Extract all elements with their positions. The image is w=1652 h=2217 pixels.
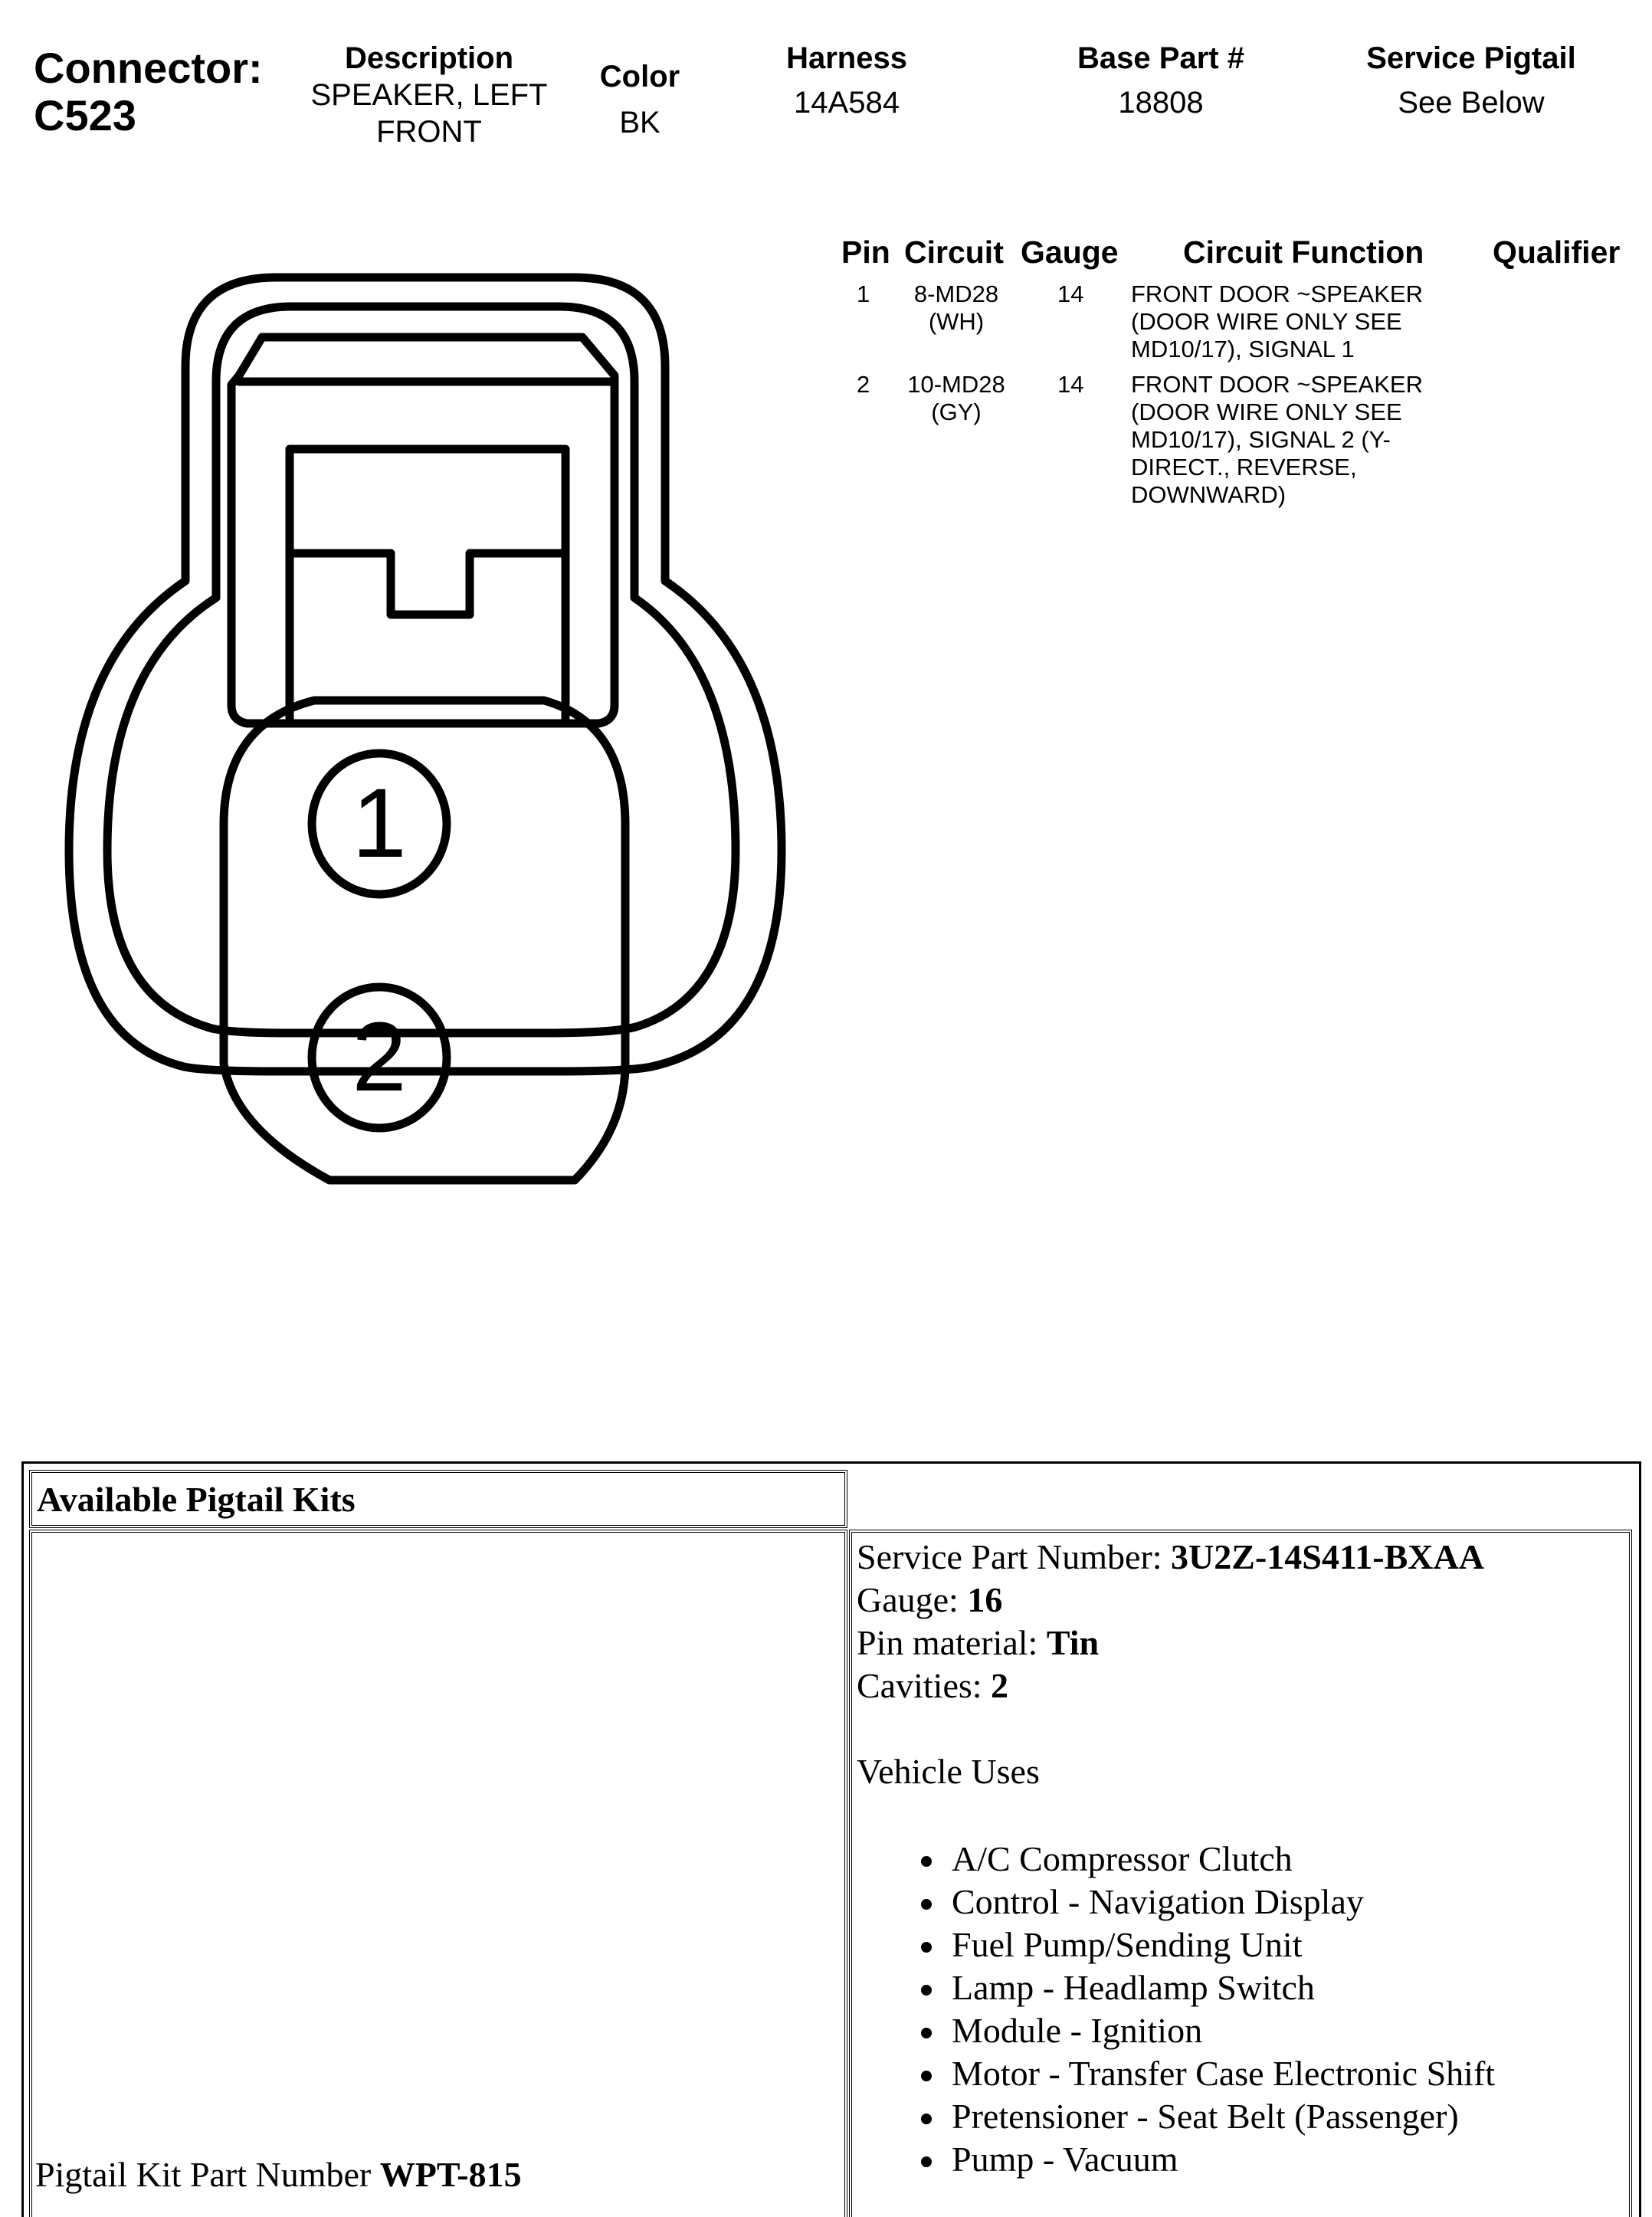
kit-part-value: WPT-815 [379, 2155, 522, 2194]
list-item: Lamp - Headlamp Switch [910, 1966, 1624, 2009]
color-value: BK [619, 106, 660, 139]
pin-1-label: 1 [352, 769, 407, 878]
pigtail-heading: Available Pigtail Kits [37, 1480, 356, 1519]
list-item: Module - Ignition [910, 2009, 1624, 2052]
vehicle-uses-list [910, 1838, 1624, 2181]
pin-material-value: Tin [1046, 1623, 1100, 1662]
list-item: Fuel Pump/Sending Unit [910, 1923, 1624, 1966]
circuit-id: 10-MD28 [907, 371, 1005, 398]
qualifier-header: Qualifier [1493, 234, 1621, 270]
function-line: MD10/17), SIGNAL 1 [1131, 336, 1355, 362]
circuit-cell [896, 280, 1016, 336]
list-item: Pump - Vacuum [910, 2138, 1624, 2181]
service-pigtail-label: Service Pigtail [1366, 41, 1576, 75]
color-label: Color [599, 60, 680, 93]
connector-face-drawing [46, 261, 797, 1333]
function-line: DOWNWARD) [1131, 481, 1287, 508]
service-pigtail-value: See Below [1398, 86, 1545, 120]
housing-inner-outline [107, 307, 736, 1033]
function-line: MD10/17), SIGNAL 2 (Y- [1131, 426, 1391, 453]
pin-number: 2 [857, 371, 870, 398]
function-line: DIRECT., REVERSE, [1131, 454, 1357, 480]
vehicle-uses-label: Vehicle Uses [857, 1752, 1040, 1791]
gauge-value: 14 [1057, 280, 1084, 307]
cavities-info [857, 1664, 1624, 1707]
cavities-label: Cavities: [857, 1666, 992, 1705]
function-line: FRONT DOOR ~SPEAKER [1131, 371, 1423, 398]
circuit-color: (WH) [928, 308, 985, 335]
service-part-value: 3U2Z-14S411-BXAA [1171, 1537, 1484, 1576]
pigtail-heading-cell [29, 1470, 847, 1528]
service-part-number [857, 1536, 1624, 1579]
description-label: Description [344, 41, 514, 75]
connector-id: C523 [34, 91, 136, 139]
circuit-cell [896, 371, 1016, 426]
gauge-header: Gauge [1021, 234, 1119, 270]
connector-label: Connector: [34, 44, 263, 92]
circuit-function [1131, 371, 1423, 509]
harness-label: Harness [786, 41, 907, 75]
harness-value: 14A584 [794, 86, 900, 120]
service-part-label: Service Part Number: [857, 1537, 1172, 1576]
pin-material-info [857, 1622, 1624, 1664]
list-item: Control - Navigation Display [910, 1881, 1624, 1923]
cavities-value: 2 [991, 1666, 1009, 1705]
gauge-value: 14 [1057, 371, 1084, 398]
pin-material-label: Pin material: [857, 1623, 1047, 1662]
housing-outer-outline [69, 277, 782, 1071]
base-part-label: Base Part # [1077, 41, 1244, 75]
header-base-part [1050, 40, 1272, 121]
list-item: A/C Compressor Clutch [910, 1838, 1624, 1881]
header-harness [751, 40, 942, 121]
list-item: Pretensioner - Seat Belt (Passenger) [910, 2095, 1624, 2138]
gauge-info [857, 1579, 1624, 1622]
circuit-function [1131, 280, 1423, 363]
header-service-pigtail [1333, 40, 1609, 121]
kit-part-label: Pigtail Kit Part Number [35, 2155, 380, 2194]
connector-title [34, 44, 263, 139]
header-color [582, 58, 697, 141]
latch-outline [290, 449, 565, 720]
gauge-label: Gauge: [857, 1580, 968, 1619]
list-item: Motor - Transfer Case Electronic Shift [910, 2052, 1624, 2095]
pigtail-info-cell [849, 1530, 1632, 2217]
function-line: (DOOR WIRE ONLY SEE [1131, 308, 1402, 335]
pin-2-label: 2 [352, 1002, 407, 1112]
header-description [291, 40, 567, 150]
gauge-info-value: 16 [967, 1580, 1003, 1619]
circuit-id: 8-MD28 [913, 280, 999, 307]
function-line: (DOOR WIRE ONLY SEE [1131, 398, 1402, 425]
circuit-header: Circuit [904, 234, 1004, 270]
pin-header: Pin [841, 234, 890, 270]
kit-part-number [35, 2153, 522, 2196]
base-part-value: 18808 [1118, 86, 1204, 120]
pigtail-image-cell [29, 1530, 847, 2217]
circuit-function-header: Circuit Function [1183, 234, 1424, 270]
pin-number: 1 [857, 280, 870, 307]
circuit-color: (GY) [931, 398, 982, 425]
description-value: SPEAKER, LEFT FRONT [310, 78, 548, 149]
function-line: FRONT DOOR ~SPEAKER [1131, 280, 1423, 307]
